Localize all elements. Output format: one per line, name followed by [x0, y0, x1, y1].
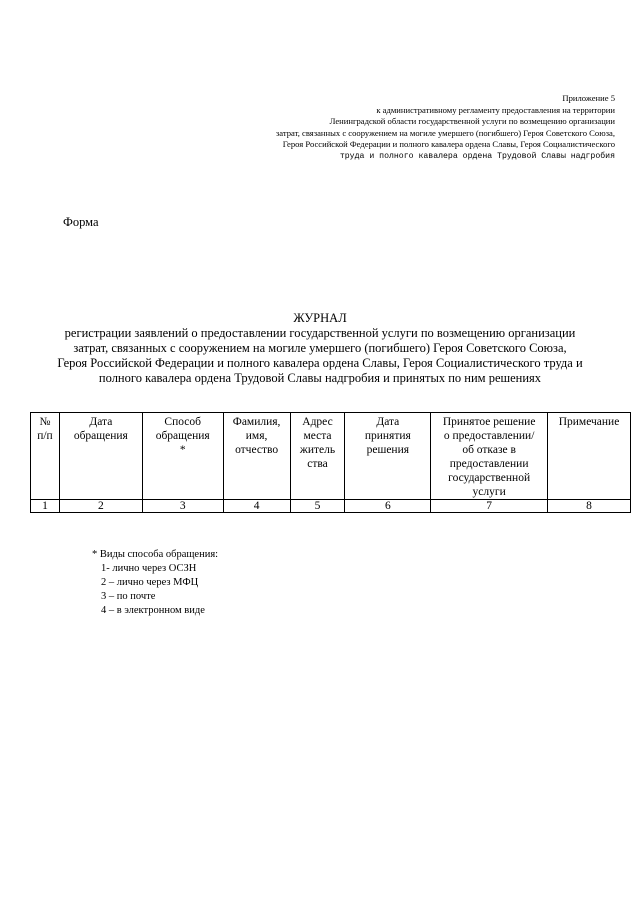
header-cell-number: № п/п: [31, 413, 60, 500]
journal-title: ЖУРНАЛ: [293, 311, 347, 325]
appendix-line: Ленинградской области государственной услуги по возмещению организации: [329, 116, 615, 126]
appendix-header: [195, 93, 615, 162]
appendix-line: к административному регламенту предоставления на территории: [376, 104, 615, 115]
footnote-item: 3 – по почте: [101, 591, 156, 602]
journal-heading: [40, 311, 600, 386]
header-cell-date: Дата обращения: [59, 413, 142, 500]
header-cell-method: Способ обращения *: [142, 413, 223, 500]
footnote-item: 2 – лично через МФЦ: [101, 577, 199, 588]
footnote-methods: [92, 548, 218, 618]
header-cell-address: Адрес места житель ства: [290, 413, 345, 500]
header-cell-decision-date: Дата принятия решения: [345, 413, 431, 500]
column-number-row: [31, 500, 631, 513]
column-number-cell: 8: [548, 500, 631, 513]
column-number-cell: 5: [290, 500, 345, 513]
footnote-heading: * Виды способа обращения:: [92, 549, 219, 560]
header-cell-note: Примечание: [548, 413, 631, 500]
column-number-cell: 6: [345, 500, 431, 513]
footnote-item: 1- лично через ОСЗН: [101, 563, 197, 574]
column-number-cell: 7: [431, 500, 548, 513]
journal-subtitle-line: регистрации заявлений о предоставлении государственной услуги по возмещению организации: [64, 326, 576, 340]
footnote-item: 4 – в электронном виде: [101, 605, 205, 616]
column-number-cell: 4: [223, 500, 290, 513]
form-label: Форма: [63, 215, 99, 229]
journal-subtitle-line: полного кавалера ордена Трудовой Славы надгробия и принятых по ним решениях: [98, 371, 542, 385]
appendix-line: труда и полного кавалера ордена Трудовой Славы надгробия: [339, 151, 615, 161]
appendix-number: Приложение 5: [562, 93, 615, 103]
appendix-line: затрат, связанных с сооружением на могиле умершего (погибшего) Героя Советского Союза,: [275, 127, 615, 138]
column-number-cell: 1: [31, 500, 60, 513]
header-cell-full-name: Фамилия, имя, отчество: [223, 413, 290, 500]
column-number-cell: 3: [142, 500, 223, 513]
appendix-line: Героя Российской Федерации и полного кавалера ордена Славы, Героя Социалистического: [282, 139, 615, 149]
registration-table: [30, 412, 631, 513]
journal-subtitle-line: Героя Российской Федерации и полного кавалера ордена Славы, Героя Социалистического труда и: [57, 356, 583, 370]
header-cell-decision: Принятое решение о предоставлении/ об отказе в предоставлении государственной услуги: [431, 413, 548, 500]
table-header-row: [31, 413, 631, 500]
column-number-cell: 2: [59, 500, 142, 513]
journal-subtitle-line: затрат, связанных с сооружением на могиле умершего (погибшего) Героя Советского Союза,: [73, 341, 567, 355]
